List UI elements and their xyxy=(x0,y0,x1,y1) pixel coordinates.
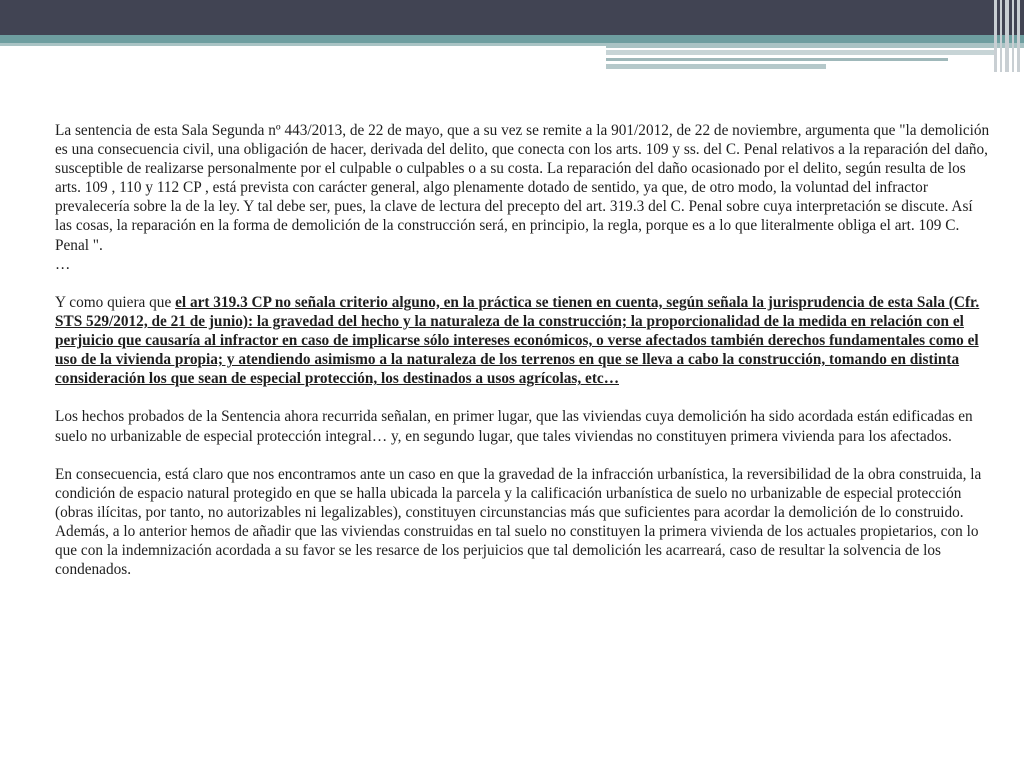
highlighted-jurisprudence-text: el art 319.3 CP no señala criterio alguno, en la práctica se tienen en cuenta, según señala la jurisprudencia de esta Sala (Cfr. STS 529/2012, de 21 de junio): la gravedad del hecho y la naturaleza de la construcción; la proporcionalidad de la medida en relación con el perjuicio que causaría al infractor en caso de implicarse sólo intereses económicos, o verse afectados también derechos fundamentales como el uso de la vivienda propia; y atendiendo asimismo a la naturaleza de los terrenos en que se lleva a cabo la construcción, tomando en distinta consideración los que sean de especial protección, los destinados a usos agrícolas, etc… xyxy=(55,293,980,388)
header-accent-bar xyxy=(606,50,994,55)
paragraph-criterio xyxy=(55,293,990,388)
header-accent-bar xyxy=(606,64,826,69)
paragraph-sentencia: La sentencia de esta Sala Segunda nº 443/2013, de 22 de mayo, que a su vez se remite a la 901/2012, de 22 de noviembre, argumenta que "la demolición es una consecuencia civil, una obligación de hacer, derivada del delito, que conecta con los arts. 109 y ss. del C. Penal relativos a la reparación del daño, susceptible de realizarse personalmente por el culpable o culpables o a su costa. La reparación del daño ocasionado por el delito, según resulta de los arts. 109 , 110 y 112 CP , está prevista con carácter general, algo plenamente dotado de sentido, ya que, de otro modo, la voluntad del infractor prevalecería sobre la de la ley. Y tal debe ser, pues, la clave de lectura del precepto del art. 319.3 del C. Penal sobre cuya interpretación se discute. Así las cosas, la reparación en la forma de demolición de la construcción será, en principio, la regla, porque es a lo que literalmente obliga el art. 109 C. Penal ". xyxy=(55,122,990,254)
paragraph-ellipsis: … xyxy=(55,255,71,273)
paragraph-consecuencia: En consecuencia, está claro que nos encontramos ante un caso en que la gravedad de la infracción urbanística, la reversibilidad de la obra construida, la condición de espacio natural protegido en que se halla ubicada la parcela y la calificación urbanística de suelo no urbanizable de especial protección (obras ilícitas, por tanto, no autorizables ni legalizables), constituyen circunstancias más que suficientes para acordar la demolición de lo construido. Además, a lo anterior hemos de añadir que las viviendas construidas en tal suelo no constituyen la primera vivienda de los actuales propietarios, con lo que con la indemnización acordada a su favor se les resarce de los perjuicios que tal demolición les acarreará, caso de resultar la solvencia de los condenados. xyxy=(55,465,982,579)
paragraph-hechos-probados: Los hechos probados de la Sentencia ahora recurrida señalan, en primer lugar, que las viviendas cuya demolición ha sido acordada están edificadas en suelo no urbanizable de especial protección integral… y, en segundo lugar, que tales viviendas no constituyen primera vivienda para los afectados. xyxy=(55,408,973,445)
paragraph-criterio-lead: Y como quiera que xyxy=(55,293,176,311)
slide-body xyxy=(55,121,990,579)
header-white-tab xyxy=(0,46,606,54)
header-dark-band xyxy=(0,0,1024,35)
header-accent-bar xyxy=(606,58,948,61)
header-vertical-lines xyxy=(994,0,1024,72)
